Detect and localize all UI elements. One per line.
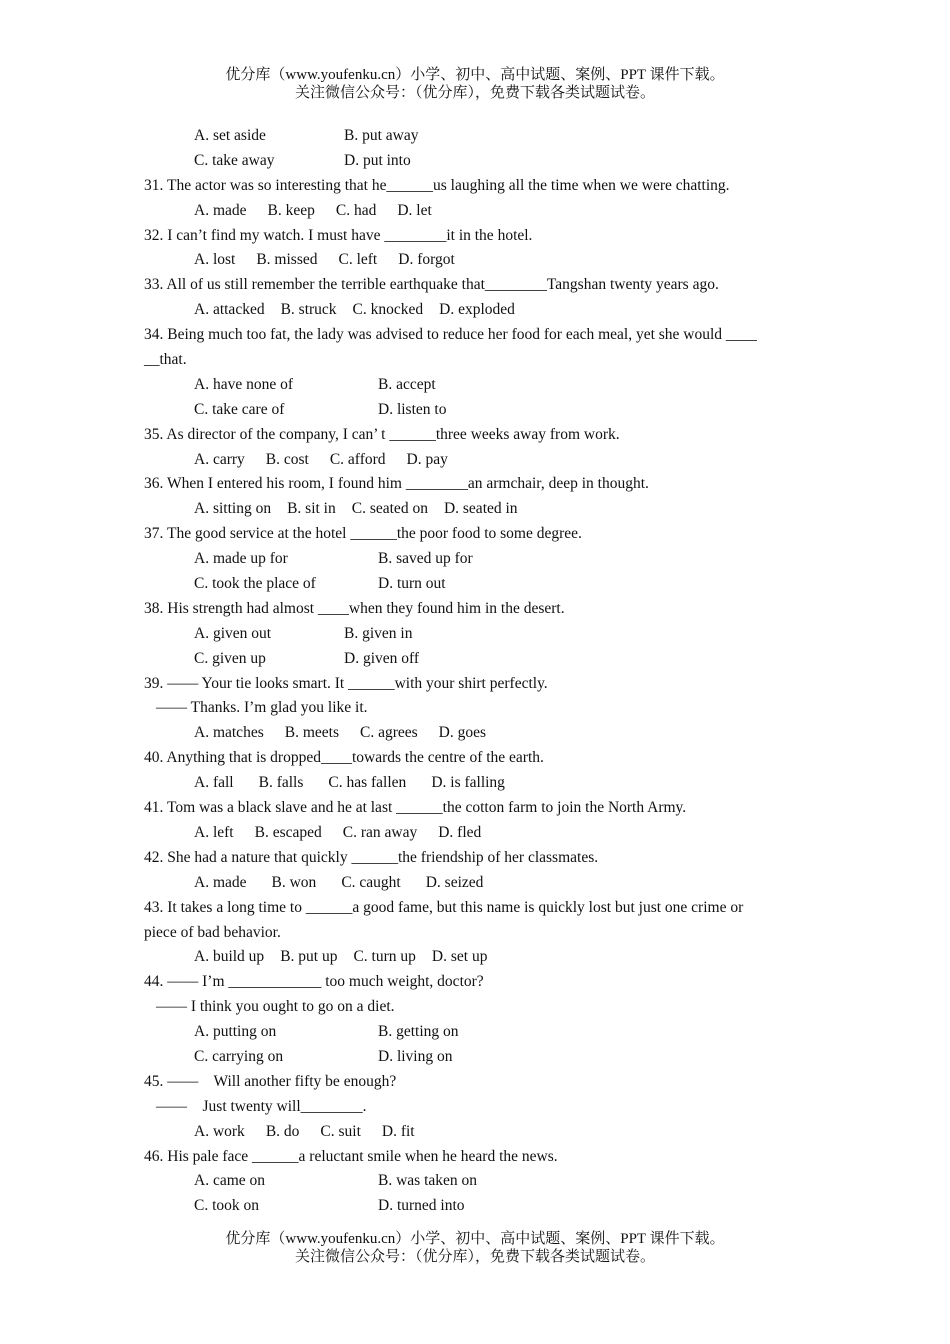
option-c: C. suit: [320, 1122, 361, 1140]
options-row: [144, 398, 810, 423]
question-stem: 34. Being much too fat, the lady was advised to reduce her food for each meal, yet she would ____: [144, 326, 757, 344]
options-row: [144, 448, 810, 473]
option-d: D. fled: [438, 823, 482, 841]
options-row: [144, 1020, 810, 1045]
option-d: D. fit: [381, 1122, 415, 1140]
question-stem: 38. His strength had almost ____when they found him in the desert.: [144, 599, 565, 617]
option-a: A. build up: [194, 948, 265, 966]
option-b: B. was taken on: [378, 1172, 478, 1190]
option-c: C. took the place of: [194, 575, 316, 593]
options-row: [144, 149, 810, 174]
options-row: [144, 199, 810, 224]
option-a: A. given out: [194, 624, 272, 642]
option-c: C. take care of: [194, 400, 285, 418]
question-stem: 42. She had a nature that quickly ______the friendship of her classmates.: [144, 848, 599, 866]
option-d: D. goes: [438, 724, 487, 742]
options-row: [144, 373, 810, 398]
option-c: C. knocked: [352, 301, 424, 319]
option-b: B. given in: [344, 624, 413, 642]
option-d: D. turned into: [378, 1197, 465, 1215]
option-b: B. cost: [265, 450, 309, 468]
option-a: A. made: [194, 201, 247, 219]
option-d: D. set up: [431, 948, 488, 966]
option-a: A. matches: [194, 724, 264, 742]
footer-line-2: 关注微信公众号：（优分库），免费下载各类试题试卷。: [294, 1249, 655, 1265]
option-b: B. put away: [344, 127, 419, 144]
option-a: A. fall: [194, 774, 234, 792]
options-row: [144, 647, 810, 672]
option-c: C. afford: [329, 450, 386, 468]
question-stem: 36. When I entered his room, I found him ________an armchair, deep in thought.: [144, 475, 649, 493]
options-row: [144, 1169, 810, 1194]
option-d: D. forgot: [398, 251, 455, 269]
option-b: B. falls: [258, 774, 304, 792]
options-row: [144, 1194, 810, 1219]
question-stem: 31. The actor was so interesting that he______us laughing all the time when we were chatting.: [144, 176, 730, 194]
option-c: C. had: [335, 201, 377, 219]
option-a: A. came on: [194, 1172, 266, 1190]
question-stem: 35. As director of the company, I can’ t ______three weeks away from work.: [144, 425, 620, 443]
options-row: [144, 1045, 810, 1070]
options-row: [144, 124, 810, 149]
header-line-1: 优分库（www.youfenku.cn）小学、初中、高中试题、案例、PPT 课件下载。: [225, 67, 725, 83]
option-b: B. sit in: [287, 500, 336, 518]
page-footer: [0, 1230, 950, 1266]
option-d: D. living on: [378, 1047, 453, 1065]
option-b: B. accept: [378, 375, 436, 393]
option-a: A. putting on: [194, 1023, 277, 1041]
question-list: [144, 124, 810, 1219]
options-row: [144, 622, 810, 647]
question-stem: 32. I can’t find my watch. I must have ________it in the hotel.: [144, 226, 533, 244]
question-stem: 46. His pale face ______a reluctant smile when he heard the news.: [144, 1147, 558, 1165]
option-c: C. caught: [341, 873, 401, 891]
option-d: D. put into: [344, 151, 411, 169]
question-stem: 40. Anything that is dropped____towards the centre of the earth.: [144, 749, 544, 767]
option-b: B. meets: [284, 724, 339, 742]
option-d: D. seated in: [443, 500, 518, 518]
question-stem: 44. —— I’m ____________ too much weight, doctor?: [144, 973, 484, 991]
options-row: [144, 248, 810, 273]
options-row: [144, 945, 810, 970]
option-a: A. made up for: [194, 550, 288, 568]
question-stem: 39. —— Your tie looks smart. It ______with your shirt perfectly.: [144, 674, 548, 692]
option-d: D. let: [397, 201, 432, 219]
options-row: [144, 771, 810, 796]
option-c: C. took on: [194, 1197, 260, 1215]
option-c: C. take away: [194, 151, 275, 169]
option-b: B. struck: [280, 301, 337, 319]
option-d: D. seized: [425, 873, 484, 891]
options-row: [144, 721, 810, 746]
option-a: A. sitting on: [194, 500, 272, 518]
option-b: B. keep: [267, 201, 315, 219]
options-row: [144, 1120, 810, 1145]
dialogue-reply: —— Thanks. I’m glad you like it.: [156, 699, 368, 717]
options-row: [144, 572, 810, 597]
dialogue-reply: —— I think you ought to go on a diet.: [156, 998, 395, 1016]
option-d: D. pay: [406, 450, 448, 468]
option-d: D. exploded: [439, 301, 515, 319]
question-stem: 45. —— Will another fifty be enough?: [144, 1072, 397, 1090]
option-c: C. ran away: [342, 823, 418, 841]
option-b: B. saved up for: [378, 550, 473, 568]
option-b: B. put up: [280, 948, 338, 966]
page-header: [0, 66, 950, 102]
question-stem: 33. All of us still remember the terrible earthquake that________Tangshan twenty years ago.: [144, 276, 719, 294]
option-b: B. won: [271, 873, 317, 891]
question-stem: 41. Tom was a black slave and he at last ______the cotton farm to join the North Army.: [144, 799, 687, 817]
option-a: A. have none of: [194, 375, 293, 393]
question-stem-continued: piece of bad behavior.: [144, 923, 281, 941]
option-c: C. left: [338, 251, 378, 269]
option-c: C. has fallen: [328, 774, 407, 792]
option-a: A. made: [194, 873, 247, 891]
option-b: B. escaped: [254, 823, 322, 841]
option-c: C. given up: [194, 649, 266, 667]
option-a: A. lost: [194, 251, 236, 269]
option-c: C. agrees: [359, 724, 418, 742]
option-d: D. turn out: [378, 575, 446, 593]
question-stem-continued: __that.: [144, 351, 187, 369]
option-a: A. set aside: [194, 127, 266, 144]
option-c: C. seated on: [351, 500, 428, 518]
question-stem: 37. The good service at the hotel ______the poor food to some degree.: [144, 525, 582, 543]
options-row: [144, 821, 810, 846]
dialogue-reply: —— Just twenty will________.: [156, 1097, 367, 1115]
option-a: A. work: [194, 1122, 245, 1140]
footer-line-1: 优分库（www.youfenku.cn）小学、初中、高中试题、案例、PPT 课件下载。: [225, 1231, 725, 1247]
option-c: C. carrying on: [194, 1047, 284, 1065]
options-row: [144, 497, 810, 522]
option-b: B. do: [265, 1122, 300, 1140]
option-a: A. left: [194, 823, 234, 841]
option-d: D. listen to: [378, 400, 447, 418]
question-stem: 43. It takes a long time to ______a good fame, but this name is quickly lost but just one crime or: [144, 898, 744, 916]
option-d: D. is falling: [431, 774, 505, 792]
option-c: C. turn up: [353, 948, 416, 966]
option-b: B. missed: [256, 251, 318, 269]
option-a: A. attacked: [194, 301, 265, 319]
header-line-2: 关注微信公众号：（优分库），免费下载各类试题试卷。: [294, 85, 655, 101]
options-row: [144, 298, 810, 323]
option-d: D. given off: [344, 649, 420, 667]
options-row: [144, 871, 810, 896]
options-row: [144, 547, 810, 572]
option-b: B. getting on: [378, 1023, 459, 1041]
option-a: A. carry: [194, 450, 245, 468]
